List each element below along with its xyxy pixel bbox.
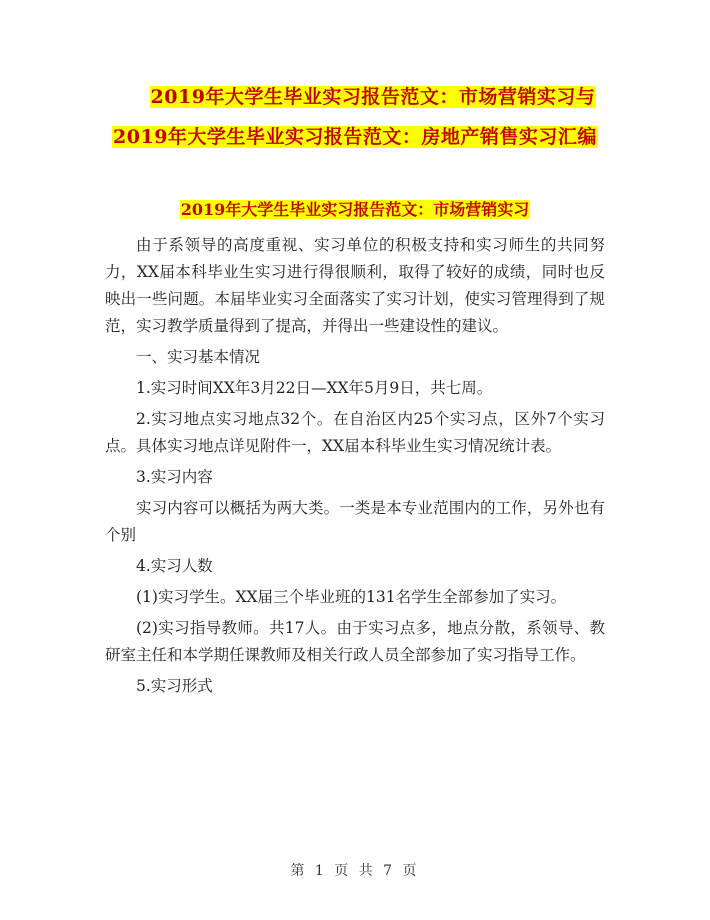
paragraph-content: 实习内容可以概括为两大类。一类是本专业范围内的工作，另外也有个别 [105,499,605,544]
paragraph-teachers: (2)实习指导教师。共17人。由于实习点多，地点分散，系领导、教研室主任和本学期任课教师及相关行政人员全部参加了实习指导工作。 [105,619,605,664]
heading-content: 3.实习内容 [136,468,213,486]
title-line-1-text: 2019年大学生毕业实习报告范文：市场营销实习与 [150,86,596,108]
paragraph-time: 1.实习时间XX年3月22日—XX年5月9日，共七周。 [136,379,493,397]
document-title [0,84,710,150]
title-line-2 [0,124,710,150]
heading-headcount: 4.实习人数 [136,557,213,575]
heading-format: 5.实习形式 [136,677,213,695]
section-title-text: 2019年大学生毕业实习报告范文：市场营销实习 [180,200,530,219]
document-body [105,232,605,704]
paragraph-location: 2.实习地点实习地点32个。在自治区内25个实习点，区外7个实习点。具体实习地点详见附件一，XX届本科毕业生实习情况统计表。 [105,410,605,455]
title-line-1 [0,84,710,110]
section-title [0,198,710,222]
page-number: 第 1 页 共 7 页 [290,863,420,879]
heading-basic-info: 一、实习基本情况 [136,348,261,366]
paragraph-students: (1)实习学生。XX届三个毕业班的131名学生全部参加了实习。 [136,588,567,606]
title-line-2-text: 2019年大学生毕业实习报告范文：房地产销售实习汇编 [113,126,597,148]
paragraph-intro: 由于系领导的高度重视、实习单位的积极支持和实习师生的共同努力，XX届本科毕业生实习进行得很顺利，取得了较好的成绩，同时也反映出一些问题。本届毕业实习全面落实了实习计划，使实习管理得到了规范，实习教学质量得到了提高，并得出一些建设性的建议。 [105,236,605,335]
